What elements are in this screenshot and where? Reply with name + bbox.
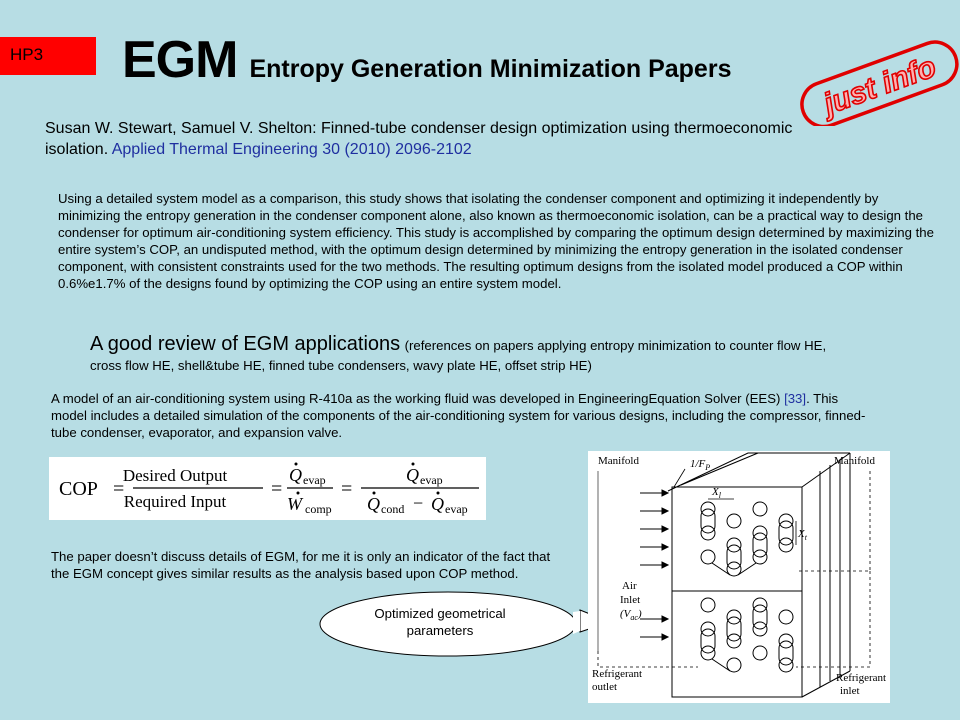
formula-equals-3: = xyxy=(341,478,353,500)
formula-q-evap-1: Q xyxy=(289,465,302,485)
model-text-before: A model of an air-conditioning system using R-410a as the working fluid was developed in EngineeringEquation Solver (EES) xyxy=(51,391,781,406)
label-fin-pitch: $1/F_P$ xyxy=(690,458,711,472)
title-subtitle: Entropy Generation Minimization Papers xyxy=(249,55,732,83)
model-paragraph xyxy=(51,390,871,441)
label-refrigerant-inlet-1: Refrigerant xyxy=(836,672,887,684)
reference-authors: Susan W. Stewart, Samuel V. Shelton: Finned-tube condenser design optimization using thermoeconomic isolation. xyxy=(45,120,793,158)
formula-evap-sub-1: evap xyxy=(303,473,326,487)
abstract-paragraph: Using a detailed system model as a comparison, this study shows that isolating the condenser component and optimizing it independently by minimizing the entropy generation in the condenser component alone, also known as thermoeconomic isolation, can be a practical way to design the condenser for optimum air-conditioning system efficiency. This study is accomplished by comparing the optimum design determined by maximizing the entire system’s COP, an undisputed method, with the optimum design determined by minimizing the entropy generation in the isolated condenser component, with consistent constraints used for the two methods. The resulting optimum designs from the isolated model produced a COP within 0.6%e1.7% of the designs found by optimizing the COP using an entire system model. xyxy=(58,191,934,291)
label-refrigerant-outlet-2: outlet xyxy=(592,681,618,693)
formula-cop: COP xyxy=(59,478,98,500)
model-text-after: . This model includes a detailed simulation of the components of the air-conditioning system for various designs, including the compressor, finned-tube condenser, evaporator, and expansion valve. xyxy=(51,391,866,440)
label-refrigerant-inlet-2: inlet xyxy=(840,685,860,697)
formula-desired-output: Desired Output xyxy=(122,466,228,485)
label-manifold-right: Manifold xyxy=(834,455,875,467)
slide-tag xyxy=(0,37,96,75)
formula-comp-sub: comp xyxy=(305,502,332,516)
label-air: Air xyxy=(622,580,637,592)
reference-journal: Applied Thermal Engineering 30 (2010) 2096-2102 xyxy=(111,141,472,158)
label-refrigerant-outlet-1: Refrigerant xyxy=(592,668,643,680)
just-info-stamp xyxy=(792,40,960,126)
review-heading: A good review of EGM applications xyxy=(90,333,401,355)
model-reference-link[interactable]: [33] xyxy=(784,391,807,406)
slide-tag-label: HP3 xyxy=(10,45,44,64)
label-xl: $X_l$ xyxy=(712,486,721,500)
formula-required-input: Required Input xyxy=(123,492,227,511)
formula-evap-sub-3: evap xyxy=(445,502,468,516)
callout-text: Optimized geometrical parameters xyxy=(374,606,506,638)
cop-formula xyxy=(49,457,486,520)
formula-w-comp: W xyxy=(287,494,302,514)
label-xt: $X_t$ xyxy=(798,528,807,542)
formula-q-evap-3: Q xyxy=(431,494,444,514)
note-paragraph: The paper doesn’t discuss details of EGM, for me it is only an indicator of the fact that the EGM concept gives similar results as the analysis based upon COP method. xyxy=(51,549,551,581)
label-vac: $(V_{ac})$ xyxy=(620,608,642,622)
formula-equals-2: = xyxy=(271,478,283,500)
title-main: EGM xyxy=(122,31,238,89)
stamp-text: just info xyxy=(819,50,941,122)
formula-minus: − xyxy=(413,493,424,513)
formula-evap-sub-2: evap xyxy=(420,473,443,487)
review-detail: (references on papers applying entropy minimization to counter flow HE, cross flow HE, shell&tube HE, finned tube condensers, wavy plate HE, offset strip HE) xyxy=(90,338,827,373)
formula-cond-sub: cond xyxy=(381,502,405,516)
formula-q-cond: Q xyxy=(367,494,380,514)
condenser-diagram xyxy=(588,451,890,703)
label-manifold-left: Manifold xyxy=(598,455,639,467)
label-inlet: Inlet xyxy=(620,594,641,606)
page-title xyxy=(122,30,731,90)
review-paragraph xyxy=(90,334,860,376)
formula-q-evap-2: Q xyxy=(406,465,419,485)
formula-equals-1: = xyxy=(113,478,125,500)
paper-reference xyxy=(45,118,805,160)
